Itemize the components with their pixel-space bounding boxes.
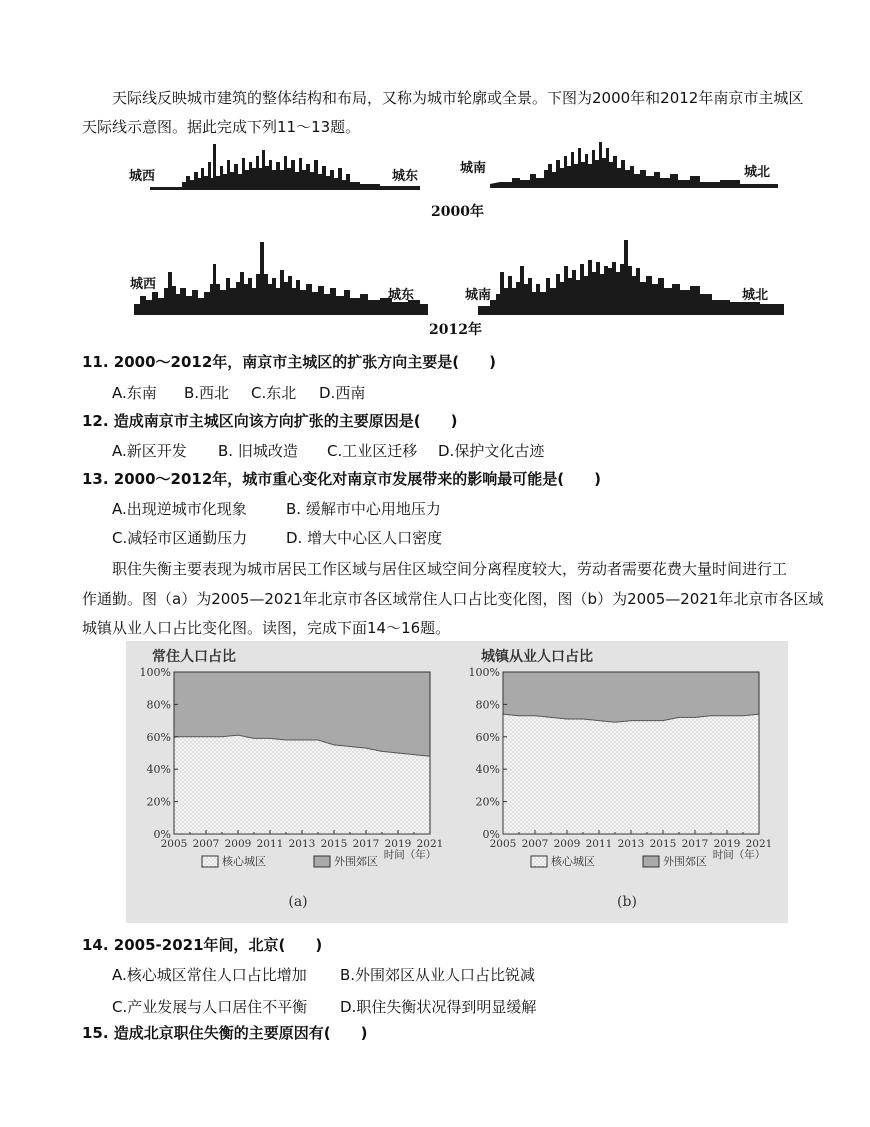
chart-a-xtick-label: 2019 <box>384 838 412 850</box>
chart-a-caption: (a) <box>288 894 308 910</box>
chart-b-ytick-label: 0% <box>482 828 500 841</box>
chart-a-xtick-label: 2011 <box>256 838 284 850</box>
question-12-stem: 12. 造成南京市主城区向该方向扩张的主要原因是( ) <box>82 412 458 430</box>
chart-b-core-area <box>503 714 759 834</box>
chart-b-xtick-label: 2005 <box>489 838 517 850</box>
chart-a-legend-outer-label: 外围郊区 <box>334 855 378 868</box>
chart-b-xtick-label: 2015 <box>649 838 677 850</box>
chart-b-xtick-label: 2009 <box>553 838 581 850</box>
chart-a-xtick-label: 2013 <box>288 838 316 850</box>
population-charts <box>126 641 788 923</box>
question-14-option-c: C.产业发展与人口居住不平衡 <box>112 998 308 1016</box>
label-2000-west: 城西 <box>129 169 156 184</box>
label-2000-north: 城北 <box>744 165 771 180</box>
question-13-option-b: B. 缓解市中心用地压力 <box>286 500 441 518</box>
question-15-stem: 15. 造成北京职住失衡的主要原因有( ) <box>82 1024 368 1042</box>
question-13-option-a: A.出现逆城市化现象 <box>112 500 247 518</box>
question-11-option-d: D.西南 <box>319 384 366 402</box>
chart-b-ytick-label: 40% <box>475 763 500 777</box>
chart-b-xtick-label: 2021 <box>745 838 773 850</box>
chart-b-caption: (b) <box>617 894 637 910</box>
chart-a-xtick-label: 2007 <box>192 838 220 850</box>
chart-a-legend-core-swatch <box>202 856 218 867</box>
question-14-stem: 14. 2005-2021年间，北京( ) <box>82 936 323 954</box>
question-13-option-d: D. 增大中心区人口密度 <box>286 529 443 547</box>
chart-a-ytick-label: 0% <box>153 828 171 841</box>
chart-a-xtick-label: 2017 <box>352 838 380 850</box>
chart-b-xtick-label: 2011 <box>585 838 613 850</box>
chart-b-legend-core-label: 核心城区 <box>551 855 595 868</box>
label-2012-south: 城南 <box>465 288 492 303</box>
year-label-2000: 2000年 <box>431 204 484 220</box>
label-2012-north: 城北 <box>742 288 769 303</box>
chart-a-ytick-label: 20% <box>146 795 171 809</box>
label-2000-south: 城南 <box>460 161 487 176</box>
label-2012-east: 城东 <box>388 288 415 303</box>
chart-b-legend-outer-swatch <box>643 856 659 867</box>
chart-b-ytick-label: 60% <box>475 730 500 744</box>
year-label-2012: 2012年 <box>429 322 482 338</box>
chart-b-xtick-label: 2013 <box>617 838 645 850</box>
question-11-stem: 11. 2000～2012年，南京市主城区的扩张方向主要是( ) <box>82 353 497 371</box>
chart-b-xlabel: 时间（年） <box>712 849 766 861</box>
question-14-option-d: D.职住失衡状况得到明显缓解 <box>340 998 537 1016</box>
chart-a-legend-outer-swatch <box>314 856 330 867</box>
chart-b-title: 城镇从业人口占比 <box>481 649 593 665</box>
chart-b-ytick-label: 100% <box>468 666 500 679</box>
chart-a-xtick-label: 2005 <box>160 838 188 850</box>
question-12-option-d: D.保护文化古迹 <box>438 442 545 460</box>
question-11-option-c: C.东北 <box>251 384 297 402</box>
question-12-option-b: B. 旧城改造 <box>218 442 298 460</box>
chart-b-legend-outer-label: 外围郊区 <box>663 855 707 868</box>
question-13-option-c: C.减轻市区通勤压力 <box>112 529 248 547</box>
label-2012-west: 城西 <box>130 277 157 292</box>
skyline-2000-south-north <box>490 142 778 188</box>
question-12-option-a: A.新区开发 <box>112 442 187 460</box>
chart-b-xtick-label: 2007 <box>521 838 549 850</box>
intro-paragraph-2-line-3: 城镇从业人口占比变化图。读图，完成下面14～16题。 <box>82 619 451 637</box>
skyline-2012-west-east <box>134 242 428 314</box>
chart-a-xlabel: 时间（年） <box>383 849 437 861</box>
intro-paragraph-2-line-2: 作通勤。图（a）为2005—2021年北京市各区域常住人口占比变化图，图（b）为2005—2021年北京市各区域 <box>82 590 824 608</box>
intro-paragraph-1-line-2: 天际线示意图。据此完成下列11～13题。 <box>82 118 361 136</box>
question-12-option-c: C.工业区迁移 <box>327 442 418 460</box>
question-14-option-a: A.核心城区常住人口占比增加 <box>112 966 307 984</box>
question-11-option-b: B.西北 <box>184 384 230 402</box>
skyline-2012-south-north <box>478 240 784 314</box>
chart-a-ytick-label: 40% <box>146 763 171 777</box>
chart-b-ytick-label: 20% <box>475 795 500 809</box>
chart-a-ytick-label: 80% <box>146 698 171 712</box>
question-11-option-a: A.东南 <box>112 384 157 402</box>
intro-paragraph-1-line-1: 天际线反映城市建筑的整体结构和布局，又称为城市轮廓或全景。下图为2000年和2012年南京市主城区 <box>112 89 804 107</box>
chart-b-xtick-label: 2019 <box>713 838 741 850</box>
chart-a-title: 常住人口占比 <box>152 649 236 665</box>
intro-paragraph-2-line-1: 职住失衡主要表现为城市居民工作区域与居住区域空间分离程度较大，劳动者需要花费大量时间进行工 <box>112 560 788 578</box>
chart-a-ytick-label: 60% <box>146 730 171 744</box>
question-14-option-b: B.外围郊区从业人口占比锐减 <box>340 966 536 984</box>
chart-a-xtick-label: 2021 <box>416 838 444 850</box>
chart-a-legend-core-label: 核心城区 <box>222 855 266 868</box>
chart-a-ytick-label: 100% <box>139 666 171 679</box>
chart-b-ytick-label: 80% <box>475 698 500 712</box>
question-13-stem: 13. 2000～2012年，城市重心变化对南京市发展带来的影响最可能是( ) <box>82 470 602 488</box>
chart-b-legend-core-swatch <box>531 856 547 867</box>
chart-a-xtick-label: 2009 <box>224 838 252 850</box>
population-charts-panel <box>126 641 788 923</box>
chart-b-xtick-label: 2017 <box>681 838 709 850</box>
chart-a-xtick-label: 2015 <box>320 838 348 850</box>
skyline-2000-west-east <box>182 144 420 188</box>
label-2000-east: 城东 <box>392 169 419 184</box>
